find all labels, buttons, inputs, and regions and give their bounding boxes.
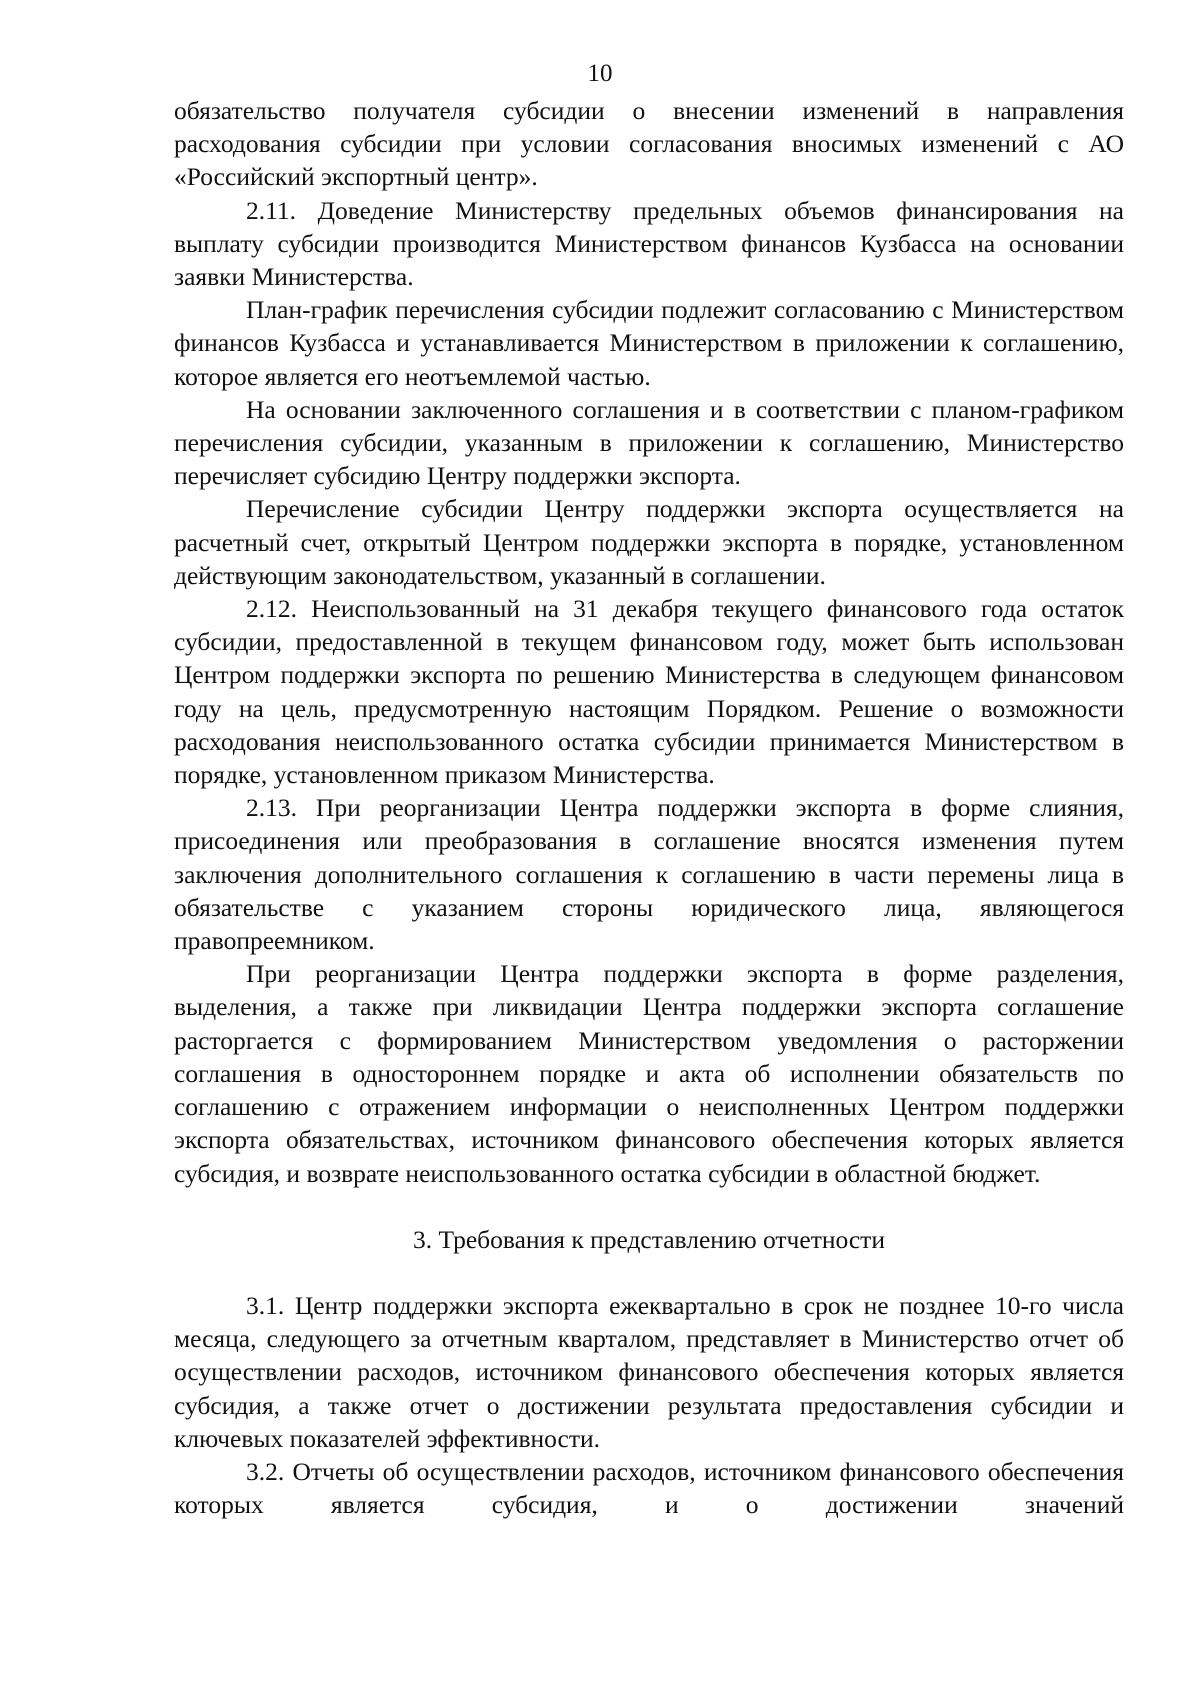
paragraph-agreement-basis: На основании заключенного соглашения и в соответствии с планом-графиком перечисления субсидии, указанным в приложении к соглашению, Министерство перечисляет субсидию Центру поддержки экспорта.	[174, 394, 1124, 491]
paragraph-3-1: 3.1. Центр поддержки экспорта ежеквартально в срок не позднее 10-го числа месяца, следующего за отчетным кварталом, представляет в Министерство отчет об осуществлении расходов, источником финансового обеспечения которых является субсидия, а также отчет о достижении результата предоставления субсидии и ключевых показателей эффективности.	[174, 1290, 1124, 1453]
paragraph-liquidation: При реорганизации Центра поддержки экспорта в форме разделения, выделения, а также при ликвидации Центра поддержки экспорта соглашение расторгается с формированием Министерством уведомления о расторжении соглашения в одностороннем порядке и акта об исполнении обязательств по соглашению с отражением информации о неисполненных Центром поддержки экспорта обязательствах, источником финансового обеспечения которых является субсидия, и возврате неиспользованного остатка субсидии в областной бюджет.	[174, 959, 1124, 1188]
paragraph-2-11: 2.11. Доведение Министерству предельных объемов финансирования на выплату субсидии производится Министерством финансов Кузбасса на основании заявки Министерства.	[174, 195, 1124, 292]
paragraph-2-13: 2.13. При реорганизации Центра поддержки экспорта в форме слияния, присоединения или преобразования в соглашение вносятся изменения путем заключения дополнительного соглашения к соглашению в части перемены лица в обязательстве с указанием стороны юридического лица, являющегося правопреемником.	[174, 793, 1124, 956]
paragraph-3-2: 3.2. Отчеты об осуществлении расходов, источником финансового обеспечения которых является субсидия, и о достижении значений	[174, 1456, 1124, 1520]
paragraph-2-12: 2.12. Неиспользованный на 31 декабря текущего финансового года остаток субсидии, предоставленной в текущем финансовом году, может быть использован Центром поддержки экспорта по решению Министерства в следующем финансовом году на цель, предусмотренную настоящим Порядком. Решение о возможности расходования неиспользованного остатка субсидии принимается Министерством в порядке, установленном приказом Министерства.	[174, 594, 1124, 790]
paragraph-continuation: обязательство получателя субсидии о внесении изменений в направления расходования субсидии при условии согласования вносимых изменений с АО «Российский экспортный центр».	[174, 96, 1124, 192]
document-body	[174, 94, 1124, 1521]
page-number: 10	[587, 60, 613, 87]
paragraph-transfer-account: Перечисление субсидии Центру поддержки экспорта осуществляется на расчетный счет, открытый Центром поддержки экспорта в порядке, установленном действующим законодательством, указанный в соглашении.	[174, 494, 1124, 590]
section-heading: 3. Требования к представлению отчетности	[413, 1224, 885, 1254]
paragraph-plan-schedule: План-график перечисления субсидии подлежит согласованию с Министерством финансов Кузбасса и устанавливается Министерством в приложении к соглашению, которое является его неотъемлемой частью.	[174, 295, 1124, 391]
